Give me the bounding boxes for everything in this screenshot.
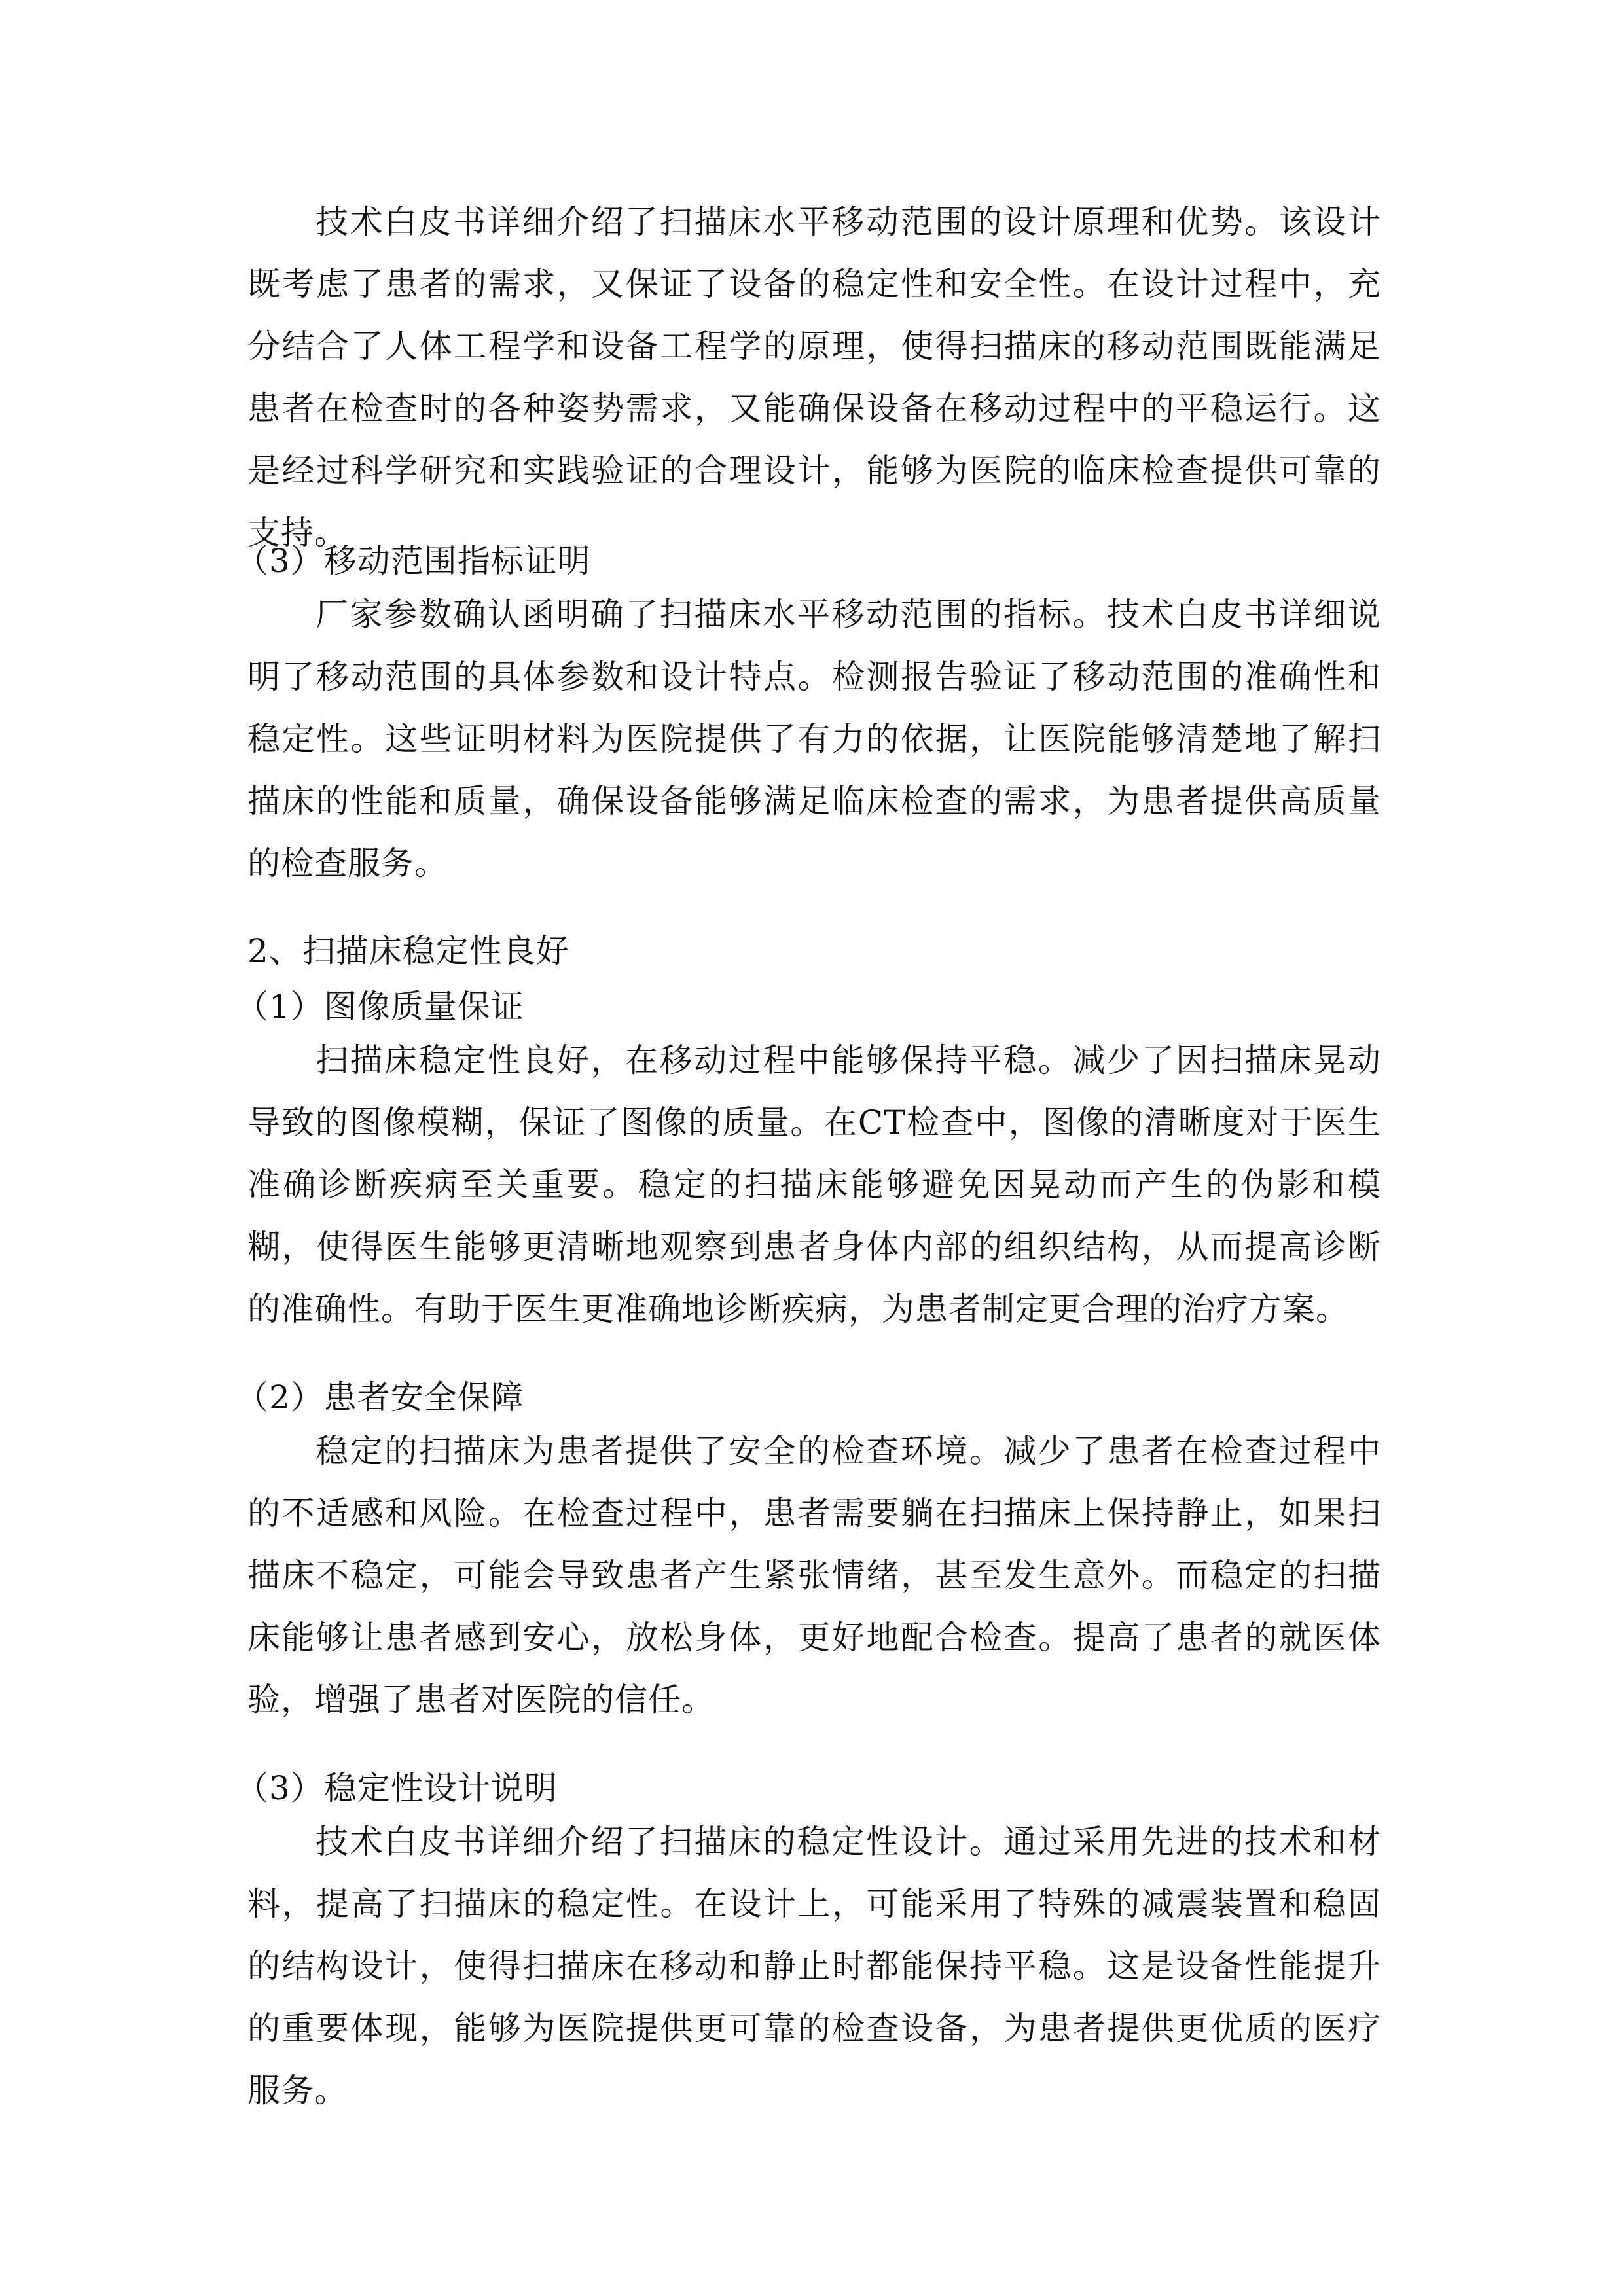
paragraph-patient-safety: 稳定的扫描床为患者提供了安全的检查环境。减少了患者在检查过程中的不适感和风险。在检查过程中，患者需要躺在扫描床上保持静止，如果扫描床不稳定，可能会导致患者产生紧张情绪，甚至发生意外。而稳定的扫描床能够让患者感到安心，放松身体，更好地配合检查。提高了患者的就医体验，增强了患者对医院的信任。 bbox=[247, 1432, 1381, 1719]
section-heading-stability: 2、扫描床稳定性良好 bbox=[247, 932, 569, 970]
paragraph-design-principle: 技术白皮书详细介绍了扫描床水平移动范围的设计原理和优势。该设计既考虑了患者的需求，又保证了设备的稳定性和安全性。在设计过程中，充分结合了人体工程学和设备工程学的原理，使得扫描床的移动范围既能满足患者在检查时的各种姿势需求，又能确保设备在移动过程中的平稳运行。这是经过科学研究和实践验证的合理设计，能够为医院的临床检查提供可靠的支持。 bbox=[247, 203, 1381, 552]
subheading-range-proof: （3）移动范围指标证明 bbox=[236, 542, 591, 580]
paragraph-image-quality: 扫描床稳定性良好，在移动过程中能够保持平稳。减少了因扫描床晃动导致的图像模糊，保证了图像的质量。在CT检查中，图像的清晰度对于医生准确诊断疾病至关重要。稳定的扫描床能够避免因晃动而产生的伪影和模糊，使得医生能够更清晰地观察到患者身体内部的组织结构，从而提高诊断的准确性。有助于医生更准确地诊断疾病，为患者制定更合理的治疗方案。 bbox=[247, 1041, 1381, 1328]
paragraph-range-proof: 厂家参数确认函明确了扫描床水平移动范围的指标。技术白皮书详细说明了移动范围的具体参数和设计特点。检测报告验证了移动范围的准确性和稳定性。这些证明材料为医院提供了有力的依据，让医院能够清楚地了解扫描床的性能和质量，确保设备能够满足临床检查的需求，为患者提供高质量的检查服务。 bbox=[247, 596, 1381, 882]
subheading-image-quality: （1）图像质量保证 bbox=[236, 988, 524, 1026]
subheading-patient-safety: （2）患者安全保障 bbox=[236, 1378, 524, 1416]
paragraph-stability-design: 技术白皮书详细介绍了扫描床的稳定性设计。通过采用先进的技术和材料，提高了扫描床的稳定性。在设计上，可能采用了特殊的减震装置和稳固的结构设计，使得扫描床在移动和静止时都能保持平稳。这是设备性能提升的重要体现，能够为医院提供更可靠的检查设备，为患者提供更优质的医疗服务。 bbox=[247, 1823, 1381, 2109]
subheading-stability-design: （3）稳定性设计说明 bbox=[236, 1769, 558, 1807]
